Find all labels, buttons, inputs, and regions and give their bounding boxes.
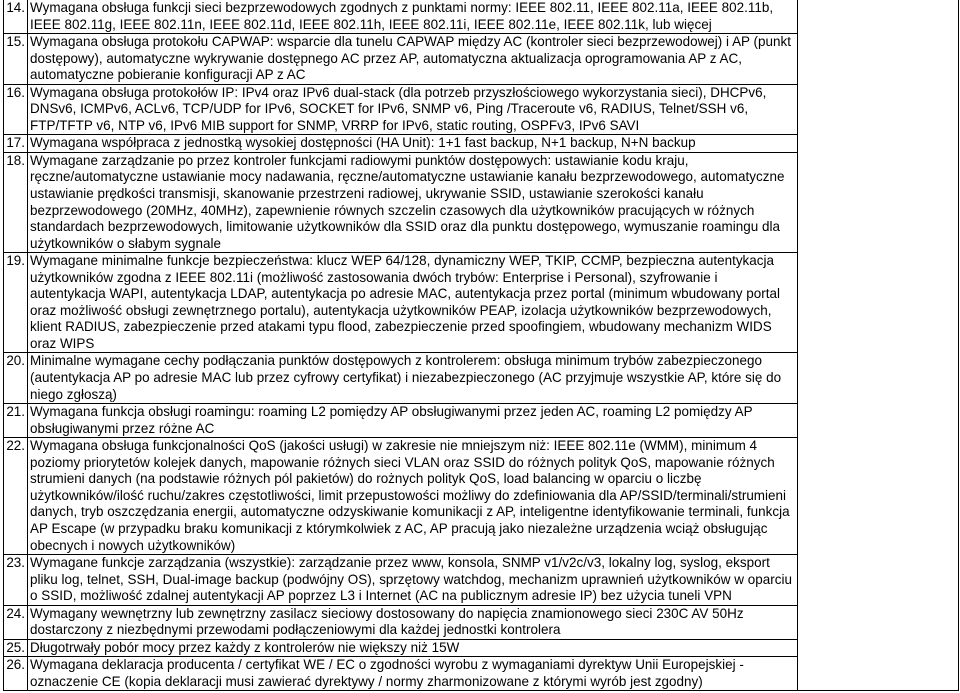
requirement-number: 26. <box>4 657 28 691</box>
requirement-text: Wymagana obsługa funkcji sieci bezprzewodowych zgodnych z punktami normy: IEEE 802.11, IEEE 802.11a, IEEE 802.11b, IEEE 802.11g, IEEE 802.11n, IEEE 802.11d, IEEE 802.11h, IEEE 802.11i, IEEE 802.11e, IEEE 802.11k, lub więcej <box>28 0 798 34</box>
requirement-text: Minimalne wymagane cechy podłączania punktów dostępowych z kontrolerem: obsługa minimum trybów zabezpieczonego (autentykacja AP po adresie MAC lub przez cyfrowy certyfikat) i niezabezpieczonego (AC przyjmuje wszystkie AP, które się do niego zgłoszą) <box>28 353 798 404</box>
requirement-text: Wymagane funkcje zarządzania (wszystkie): zarządzanie przez www, konsola, SNMP v1/v2c/v3, lokalny log, syslog, eksport pliku log, telnet, SSH, Dual-image backup (podwójny OS), sprzętowy watchdog, mechanizm uprawnień użytkowników w oparciu o SSID, możliwość zdalnej autentykacji AP poprzez L3 i Internet (AC na publicznym adresie IP) bez użycia tuneli VPN <box>28 555 798 606</box>
requirement-text: Długotrwały pobór mocy przez każdy z kontrolerów nie większy niż 15W <box>28 639 798 657</box>
requirement-text: Wymagana obsługa funkcjonalności QoS (jakości usługi) w zakresie nie mniejszym niż: IEEE 802.11e (WMM), minimum 4 poziomy priorytetów kolejek danych, mapowanie różnych sieci VLAN oraz SSID do różnych polityk QoS, mapowanie różnych strumieni danych (na podstawie różnych pól pakietów) do rożnych polityk QoS, load balancing w oparciu o liczbę użytkowników/ilość ruchu/zakres częstotliwości, limit przepustowości możliwy do zdefiniowania dla AP/SSID/terminali/strumieni danych, tryb oszczędzania energii, automatyczne odzyskiwanie komunikacji z AP, inteligentne identyfikowanie terminali, funkcja AP Escape (w przypadku braku komunikacji z którymkolwiek z AC, AP pracują jako niezależne urządzenia wciąż obsługując obecnych i nowych użytkowników) <box>28 438 798 555</box>
requirement-number: 17. <box>4 135 28 153</box>
requirement-number: 25. <box>4 639 28 657</box>
requirement-number: 24. <box>4 605 28 639</box>
requirement-text: Wymagana deklaracja producenta / certyfikat WE / EC o zgodności wyrobu z wymaganiami dyrektyw Unii Europejskiej - oznaczenie CE (kopia deklaracji musi zawierać dyrektywy / normy zharmonizowane z którymi wyrób jest zgodny) <box>28 657 798 691</box>
requirement-number: 14. <box>4 0 28 34</box>
requirement-text: Wymagane zarządzanie po przez kontroler funkcjami radiowymi punktów dostępowych: ustawianie kodu kraju, ręczne/automatyczne ustawianie mocy nadawania, ręczne/automatyczne ustawianie kanału bezprzewodowego, automatyczne ustawianie prędkości transmisji, skanowanie przestrzeni radiowej, ukrywanie SSID, ustawianie szerokości kanału bezprzewodowego (20MHz, 40MHz), zapewnienie równych szczelin czasowych dla użytkowników pracujących w różnych standardach bezprzewodowych, limitowanie użytkowników dla SSID oraz dla punktu dostępowego, wymuszanie roamingu dla użytkowników o słabym sygnale <box>28 152 798 252</box>
requirement-number: 16. <box>4 84 28 135</box>
requirement-text: Wymagana funkcja obsługi roamingu: roaming L2 pomiędzy AP obsługiwanymi przez jeden AC, roaming L2 pomiędzy AP obsługiwanymi przez różne AC <box>28 404 798 438</box>
blank-column <box>798 0 959 691</box>
requirement-number: 19. <box>4 253 28 353</box>
requirement-number: 21. <box>4 404 28 438</box>
requirement-text: Wymagane minimalne funkcje bezpieczeństwa: klucz WEP 64/128, dynamiczny WEP, TKIP, CCMP, bezpieczna autentykacja użytkowników zgodna z IEEE 802.11i (możliwość zastosowania dwóch trybów: Enterprise i Personal), szyfrowanie i autentykacja WAPI, autentykacja LDAP, autentykacja po adresie MAC, autentykacja przez portal (minimum wbudowany portal oraz możliwość obsługi zewnętrznego portalu), autentykacja użytkowników PEAP, izolacja użytkowników bezprzewodowych, klient RADIUS, zabezpieczenie przed atakami typu flood, zabezpieczenie przed spoofingiem, wbudowany mechanizm WIDS oraz WIPS <box>28 253 798 353</box>
table-row <box>4 0 959 34</box>
requirement-number: 22. <box>4 438 28 555</box>
requirement-text: Wymagana współpraca z jednostką wysokiej dostępności (HA Unit): 1+1 fast backup, N+1 backup, N+N backup <box>28 135 798 153</box>
requirement-number: 15. <box>4 34 28 85</box>
requirement-number: 18. <box>4 152 28 252</box>
requirement-text: Wymagana obsługa protokołów IP: IPv4 oraz IPv6 dual-stack (dla potrzeb przyszłościowego wykorzystania sieci), DHCPv6, DNSv6, ICMPv6, ACLv6, TCP/UDP for IPv6, SOCKET for IPv6, SNMP v6, Ping /Traceroute v6, RADIUS, Telnet/SSH v6, FTP/TFTP v6, NTP v6, IPv6 MIB support for SNMP, VRRP for IPv6, static routing, OSPFv3, IPv6 SAVI <box>28 84 798 135</box>
requirement-number: 20. <box>4 353 28 404</box>
requirement-text: Wymagana obsługa protokołu CAPWAP: wsparcie dla tunelu CAPWAP między AC (kontroler sieci bezprzewodowej) i AP (punkt dostępowy), automatyczne wykrywanie dostępnego AC przez AP, automatyczna aktualizacja oprogramowania AP z AC, automatyczne pobieranie konfiguracji AP z AC <box>28 34 798 85</box>
requirement-number: 23. <box>4 555 28 606</box>
requirements-table <box>3 0 959 691</box>
requirement-text: Wymagany wewnętrzny lub zewnętrzny zasilacz sieciowy dostosowany do napięcia znamionowego sieci 230C AV 50Hz dostarczony z niezbędnymi przewodami podłączeniowymi dla każdej jednostki kontrolera <box>28 605 798 639</box>
